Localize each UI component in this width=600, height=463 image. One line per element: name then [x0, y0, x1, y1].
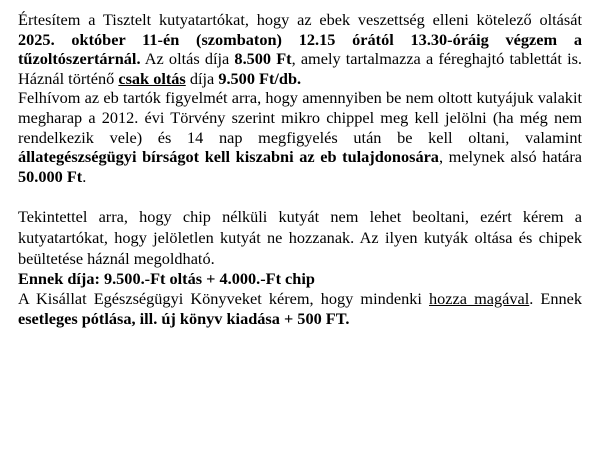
- paragraph-owner-warning: [18, 88, 582, 186]
- text-segment: .: [82, 166, 87, 186]
- text-segment: . Ennek: [529, 288, 583, 308]
- fine-warning: állategészségügyi bírságot kell kiszabni az eb tulajdonosára: [18, 147, 439, 167]
- text-segment: Értesítem a Tisztelt kutyatartókat, hogy az ebek veszettség elleni kötelező oltását: [18, 10, 582, 29]
- bring-it-with-you: hozza magával: [429, 288, 530, 308]
- text-segment: A Kisállat Egészségügyi Könyveket kérem, hogy mindenki: [18, 288, 430, 308]
- chip-fee-line: [18, 269, 582, 289]
- book-replacement-fee: esetleges pótlása, ill. új könyv kiadása + 500 FT.: [18, 308, 350, 328]
- text-segment: díja: [185, 68, 219, 88]
- text-segment: , amely tartalmazza a féreghajtó tablettát is. Háznál történő: [18, 49, 583, 88]
- paragraph-spacer: [18, 186, 582, 206]
- paragraph-chip-requirement: Tekintettel arra, hogy chip nélküli kutyát nem lehet beoltani, ezért kérem a kutyatartókat, hogy jelöletlen kutyát ne hozzanak. Az ilyen kutyák oltása és chipek beültetése háznál megoldható.: [18, 207, 582, 269]
- text-segment: , melynek alsó határa: [438, 147, 582, 167]
- paragraph-vaccination-date: [18, 10, 582, 88]
- vaccination-date-time-location: 2025. október 11-én (szombaton) 12.15 órától 13.30-óráig végzem a tűzoltószertárnál.: [18, 29, 582, 69]
- paragraph-health-book: [18, 289, 582, 328]
- vaccination-fee: 8.500 Ft: [234, 49, 292, 69]
- chip-fee-text: Ennek díja: 9.500.-Ft oltás + 4.000.-Ft chip: [18, 269, 315, 289]
- text-segment: Felhívom az eb tartók figyelmét arra, hogy amennyiben be nem oltott kutyájuk valakit megharap a 2012. évi Törvény szerint mikro chippel meg kell jelölni (ha még nem rendelkezik vele) és 14 nap megfigyelés után be kell oltani, valamint: [18, 88, 582, 147]
- notice-document: [18, 10, 582, 328]
- home-vaccination-only-label: csak oltás: [118, 68, 186, 88]
- minimum-fine-amount: 50.000 Ft: [18, 166, 83, 186]
- text-segment: Az oltás díja: [140, 49, 235, 69]
- home-vaccination-fee: 9.500 Ft/db.: [218, 68, 302, 88]
